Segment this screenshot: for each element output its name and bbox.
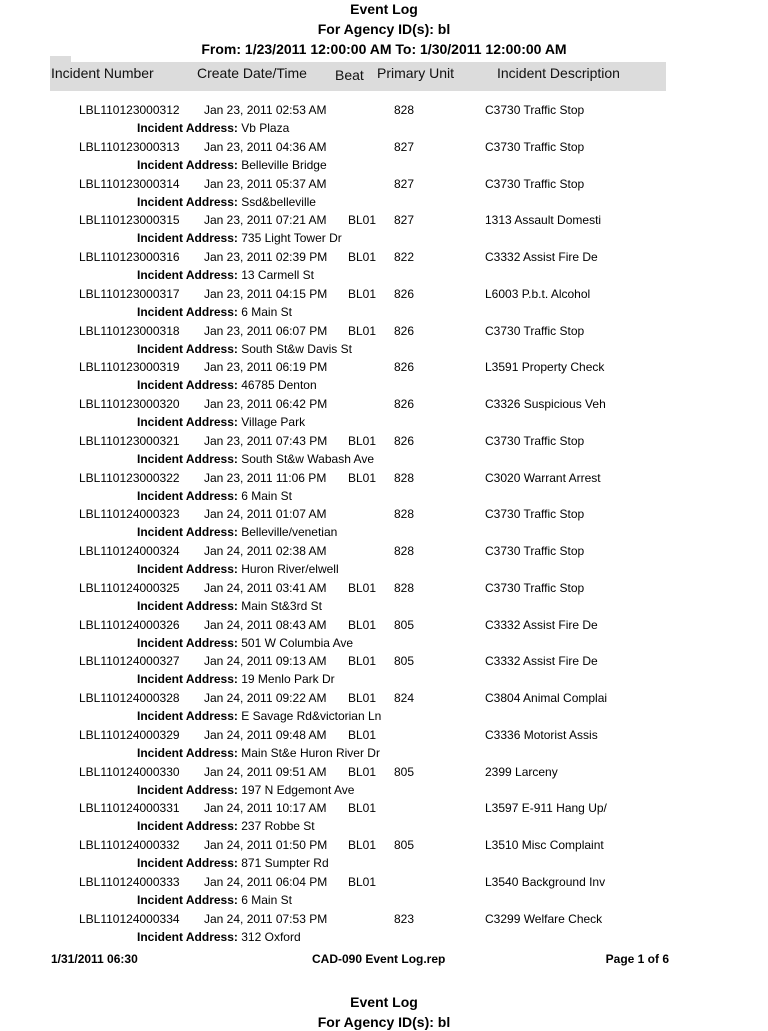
- next-page-title: Event Log: [350, 994, 418, 1010]
- incident-number: LBL110124000325: [79, 580, 180, 595]
- create-datetime: Jan 23, 2011 02:39 PM: [204, 250, 328, 264]
- primary-unit: 826: [394, 286, 415, 301]
- create-datetime: Jan 24, 2011 08:43 AM: [204, 617, 327, 632]
- incident-address-value: Ssd&belleville: [241, 194, 316, 209]
- incident-address-row: [137, 342, 352, 356]
- incident-number: LBL110124000324: [79, 544, 180, 558]
- incident-address-label: Incident Address:: [137, 782, 238, 797]
- beat: BL01: [348, 213, 377, 228]
- incident-address-row: [137, 636, 353, 650]
- primary-unit: 826: [394, 360, 415, 375]
- beat: BL01: [348, 433, 377, 448]
- create-datetime: Jan 23, 2011 11:06 PM: [204, 470, 327, 485]
- incident-record: [0, 653, 768, 690]
- create-datetime: Jan 24, 2011 10:17 AM: [204, 801, 327, 816]
- incident-address-row: [137, 856, 329, 870]
- incident-address-label: Incident Address:: [137, 929, 238, 944]
- incident-address-value: 871 Sumpter Rd: [241, 856, 329, 870]
- incident-number: LBL110123000316: [79, 250, 180, 264]
- incident-address-row: [137, 195, 316, 209]
- incident-address-label: Incident Address:: [137, 709, 238, 723]
- footer-page-number: Page 1 of 6: [605, 952, 669, 966]
- agency-line: For Agency ID(s): bl: [317, 21, 451, 37]
- beat: BL01: [348, 580, 377, 595]
- incident-description: 1313 Assault Domesti: [485, 213, 602, 228]
- create-datetime: Jan 23, 2011 06:19 PM: [204, 360, 328, 375]
- incident-address-value: 735 Light Tower Dr: [241, 231, 342, 246]
- incident-number: LBL110124000334: [79, 911, 180, 926]
- incident-address-row: [137, 452, 374, 466]
- incident-number: LBL110123000322: [79, 470, 180, 485]
- incident-address-label: Incident Address:: [137, 488, 238, 503]
- create-datetime: Jan 23, 2011 05:37 AM: [204, 176, 327, 191]
- incident-description: C3020 Warrant Arrest: [485, 470, 601, 485]
- incident-address-row: [137, 489, 292, 503]
- incident-address-value: 6 Main St: [241, 304, 292, 319]
- incident-number: LBL110123000318: [79, 323, 180, 338]
- primary-unit: 828: [394, 544, 415, 558]
- beat: BL01: [348, 838, 377, 852]
- incident-number: LBL110124000328: [79, 691, 180, 705]
- incident-address-value: 6 Main St: [241, 892, 292, 907]
- incident-address-label: Incident Address:: [137, 892, 238, 907]
- incident-address-row: [137, 158, 327, 172]
- incident-description: C3730 Traffic Stop: [485, 139, 585, 154]
- incident-address-row: [137, 893, 292, 907]
- incident-address-label: Incident Address:: [137, 341, 238, 356]
- incident-number: LBL110124000333: [79, 874, 180, 889]
- primary-unit: 805: [394, 764, 415, 779]
- incident-record: [0, 176, 768, 213]
- primary-unit: 828: [394, 103, 415, 117]
- create-datetime: Jan 23, 2011 06:07 PM: [204, 323, 328, 338]
- col-incident-description: Incident Description: [497, 65, 620, 81]
- beat: BL01: [348, 286, 377, 301]
- incident-address-value: E Savage Rd&victorian Ln: [241, 709, 382, 723]
- incident-description: C3299 Welfare Check: [485, 911, 603, 926]
- incident-address-row: [137, 121, 289, 135]
- create-datetime: Jan 23, 2011 06:42 PM: [204, 397, 328, 411]
- primary-unit: 826: [394, 397, 415, 411]
- incident-description: C3804 Animal Complai: [485, 691, 608, 705]
- incident-description: C3332 Assist Fire De: [485, 250, 598, 264]
- incident-record: [0, 433, 768, 470]
- beat: BL01: [348, 874, 377, 889]
- create-datetime: Jan 24, 2011 03:41 AM: [204, 580, 327, 595]
- create-datetime: Jan 23, 2011 04:36 AM: [204, 139, 327, 154]
- incident-record: [0, 837, 768, 874]
- incident-number: LBL110123000313: [79, 139, 180, 154]
- incident-address-row: [137, 525, 337, 539]
- incident-record: [0, 396, 768, 433]
- col-beat: Beat: [335, 67, 364, 83]
- incident-record: [0, 764, 768, 801]
- incident-number: LBL110124000331: [79, 801, 180, 816]
- incident-address-row: [137, 599, 322, 613]
- primary-unit: 828: [394, 470, 415, 485]
- incident-number: LBL110124000330: [79, 764, 180, 779]
- incident-description: C3730 Traffic Stop: [485, 323, 585, 338]
- create-datetime: Jan 24, 2011 01:50 PM: [204, 838, 328, 852]
- beat: BL01: [348, 323, 377, 338]
- footer-report-file: CAD-090 Event Log.rep: [312, 952, 446, 966]
- incident-address-row: [137, 819, 315, 833]
- primary-unit: 826: [394, 323, 415, 338]
- incident-address-row: [137, 378, 317, 392]
- create-datetime: Jan 24, 2011 06:04 PM: [204, 874, 328, 889]
- incident-description: L3510 Misc Complaint: [485, 838, 604, 852]
- primary-unit: 805: [394, 617, 415, 632]
- incident-number: LBL110123000312: [79, 103, 180, 117]
- incident-description: C3332 Assist Fire De: [485, 654, 598, 669]
- incident-number: LBL110124000326: [79, 617, 180, 632]
- incident-description: C3730 Traffic Stop: [485, 103, 585, 117]
- primary-unit: 828: [394, 580, 415, 595]
- beat: BL01: [348, 470, 377, 485]
- incident-address-label: Incident Address:: [137, 231, 238, 246]
- incident-description: 2399 Larceny: [485, 764, 558, 779]
- create-datetime: Jan 24, 2011 07:53 PM: [204, 911, 328, 926]
- incident-address-label: Incident Address:: [137, 562, 238, 576]
- incident-address-value: Main St&e Huron River Dr: [241, 745, 380, 760]
- incident-address-value: 197 N Edgemont Ave: [241, 782, 355, 797]
- create-datetime: Jan 24, 2011 09:48 AM: [204, 727, 327, 742]
- primary-unit: 822: [394, 250, 415, 264]
- primary-unit: 827: [394, 139, 415, 154]
- incident-address-label: Incident Address:: [137, 194, 238, 209]
- incident-address-row: [137, 783, 354, 797]
- incident-number: LBL110123000317: [79, 286, 180, 301]
- beat: BL01: [348, 691, 377, 705]
- incident-address-value: Vb Plaza: [241, 121, 290, 135]
- primary-unit: 824: [394, 691, 415, 705]
- beat: BL01: [348, 654, 377, 669]
- incident-address-value: 19 Menlo Park Dr: [241, 672, 335, 687]
- incident-address-label: Incident Address:: [137, 415, 238, 429]
- incident-description: C3730 Traffic Stop: [485, 544, 585, 558]
- beat: BL01: [348, 617, 377, 632]
- incident-address-value: Village Park: [241, 415, 306, 429]
- incident-address-label: Incident Address:: [137, 157, 238, 172]
- incident-number: LBL110124000327: [79, 654, 180, 669]
- create-datetime: Jan 24, 2011 09:13 AM: [204, 654, 327, 669]
- incident-record: [0, 249, 768, 286]
- create-datetime: Jan 23, 2011 04:15 PM: [204, 286, 328, 301]
- primary-unit: 827: [394, 213, 415, 228]
- incident-number: LBL110124000323: [79, 507, 180, 522]
- create-datetime: Jan 24, 2011 01:07 AM: [204, 507, 327, 522]
- primary-unit: 828: [394, 507, 415, 522]
- incident-record: [0, 139, 768, 176]
- incident-address-row: [137, 268, 314, 282]
- beat: BL01: [348, 764, 377, 779]
- incident-address-value: 13 Carmell St: [241, 268, 314, 282]
- incident-number: LBL110124000329: [79, 727, 180, 742]
- incident-address-value: Huron River/elwell: [241, 562, 339, 576]
- incident-number: LBL110123000321: [79, 433, 180, 448]
- incident-address-value: 237 Robbe St: [241, 819, 315, 834]
- incident-record: [0, 359, 768, 396]
- footer-printed-date: 1/31/2011 06:30: [51, 952, 138, 966]
- incident-description: L3540 Background Inv: [485, 874, 606, 889]
- incident-description: L3591 Property Check: [485, 360, 605, 375]
- incident-address-value: Belleville Bridge: [241, 157, 327, 172]
- incident-address-row: [137, 930, 301, 944]
- next-page-agency-line: For Agency ID(s): bl: [317, 1014, 451, 1030]
- incident-address-label: Incident Address:: [137, 525, 238, 540]
- incident-number: LBL110123000320: [79, 397, 180, 411]
- primary-unit: 827: [394, 176, 415, 191]
- incident-address-value: Main St&3rd St: [241, 598, 322, 613]
- incident-address-label: Incident Address:: [137, 672, 238, 687]
- beat: BL01: [348, 727, 377, 742]
- col-primary-unit: Primary Unit: [377, 65, 455, 81]
- incident-description: C3730 Traffic Stop: [485, 433, 585, 448]
- incident-address-label: Incident Address:: [137, 598, 238, 613]
- incident-number: LBL110123000315: [79, 213, 180, 228]
- incident-address-row: [137, 562, 339, 576]
- beat: BL01: [348, 250, 377, 264]
- incident-address-label: Incident Address:: [137, 268, 238, 282]
- incident-address-value: South St&w Wabash Ave: [241, 451, 374, 466]
- primary-unit: 805: [394, 654, 415, 669]
- incident-record: [0, 727, 768, 764]
- create-datetime: Jan 23, 2011 02:53 AM: [204, 103, 327, 117]
- primary-unit: 823: [394, 911, 415, 926]
- create-datetime: Jan 24, 2011 02:38 AM: [204, 544, 327, 558]
- create-datetime: Jan 24, 2011 09:22 AM: [204, 691, 327, 705]
- incident-description: C3730 Traffic Stop: [485, 507, 585, 522]
- incident-address-value: Belleville/venetian: [241, 525, 338, 540]
- incident-record: [0, 323, 768, 360]
- incident-number: LBL110123000314: [79, 176, 180, 191]
- incident-record: [0, 580, 768, 617]
- create-datetime: Jan 23, 2011 07:21 AM: [204, 213, 327, 228]
- incident-record: [0, 286, 768, 323]
- incident-description: C3730 Traffic Stop: [485, 176, 585, 191]
- primary-unit: 805: [394, 838, 415, 852]
- incident-number: LBL110124000332: [79, 838, 180, 852]
- incident-address-value: 501 W Columbia Ave: [241, 635, 354, 650]
- col-incident-number: Incident Number: [51, 65, 154, 81]
- incident-record: [0, 800, 768, 837]
- incident-address-label: Incident Address:: [137, 856, 238, 870]
- incident-address-label: Incident Address:: [137, 378, 238, 393]
- report-title: Event Log: [350, 1, 418, 17]
- incident-address-value: 6 Main St: [241, 488, 292, 503]
- incident-description: L3597 E-911 Hang Up/: [485, 801, 607, 816]
- incident-address-row: [137, 709, 381, 723]
- create-datetime: Jan 24, 2011 09:51 AM: [204, 764, 327, 779]
- incident-record: [0, 470, 768, 507]
- incident-address-value: South St&w Davis St: [241, 341, 352, 356]
- incident-record: [0, 102, 768, 139]
- col-create-datetime: Create Date/Time: [197, 65, 307, 81]
- incident-address-row: [137, 305, 292, 319]
- incident-record: [0, 543, 768, 580]
- incident-address-label: Incident Address:: [137, 745, 238, 760]
- incident-record: [0, 690, 768, 727]
- incident-address-label: Incident Address:: [137, 451, 238, 466]
- incident-description: L6003 P.b.t. Alcohol: [485, 286, 591, 301]
- incident-address-label: Incident Address:: [137, 304, 238, 319]
- date-range-line: From: 1/23/2011 12:00:00 AM To: 1/30/2011 12:00:00 AM: [201, 41, 567, 57]
- incident-description: C3336 Motorist Assis: [485, 727, 598, 742]
- incident-record: [0, 212, 768, 249]
- incident-address-value: 312 Oxford: [241, 929, 301, 944]
- incident-address-row: [137, 231, 342, 245]
- primary-unit: 826: [394, 433, 415, 448]
- incident-record: [0, 617, 768, 654]
- create-datetime: Jan 23, 2011 07:43 PM: [204, 433, 328, 448]
- incident-record: [0, 874, 768, 911]
- incident-address-row: [137, 415, 305, 429]
- incident-description: C3730 Traffic Stop: [485, 580, 585, 595]
- incident-address-label: Incident Address:: [137, 121, 238, 135]
- incident-description: C3326 Suspicious Veh: [485, 397, 606, 411]
- incident-address-label: Incident Address:: [137, 635, 238, 650]
- incident-address-row: [137, 746, 380, 760]
- incident-record: [0, 911, 768, 948]
- incident-record: [0, 506, 768, 543]
- incident-list: [0, 102, 768, 947]
- beat: BL01: [348, 801, 377, 816]
- incident-address-label: Incident Address:: [137, 819, 238, 834]
- incident-number: LBL110123000319: [79, 360, 180, 375]
- incident-description: C3332 Assist Fire De: [485, 617, 598, 632]
- incident-address-value: 46785 Denton: [241, 378, 317, 393]
- incident-address-row: [137, 672, 335, 686]
